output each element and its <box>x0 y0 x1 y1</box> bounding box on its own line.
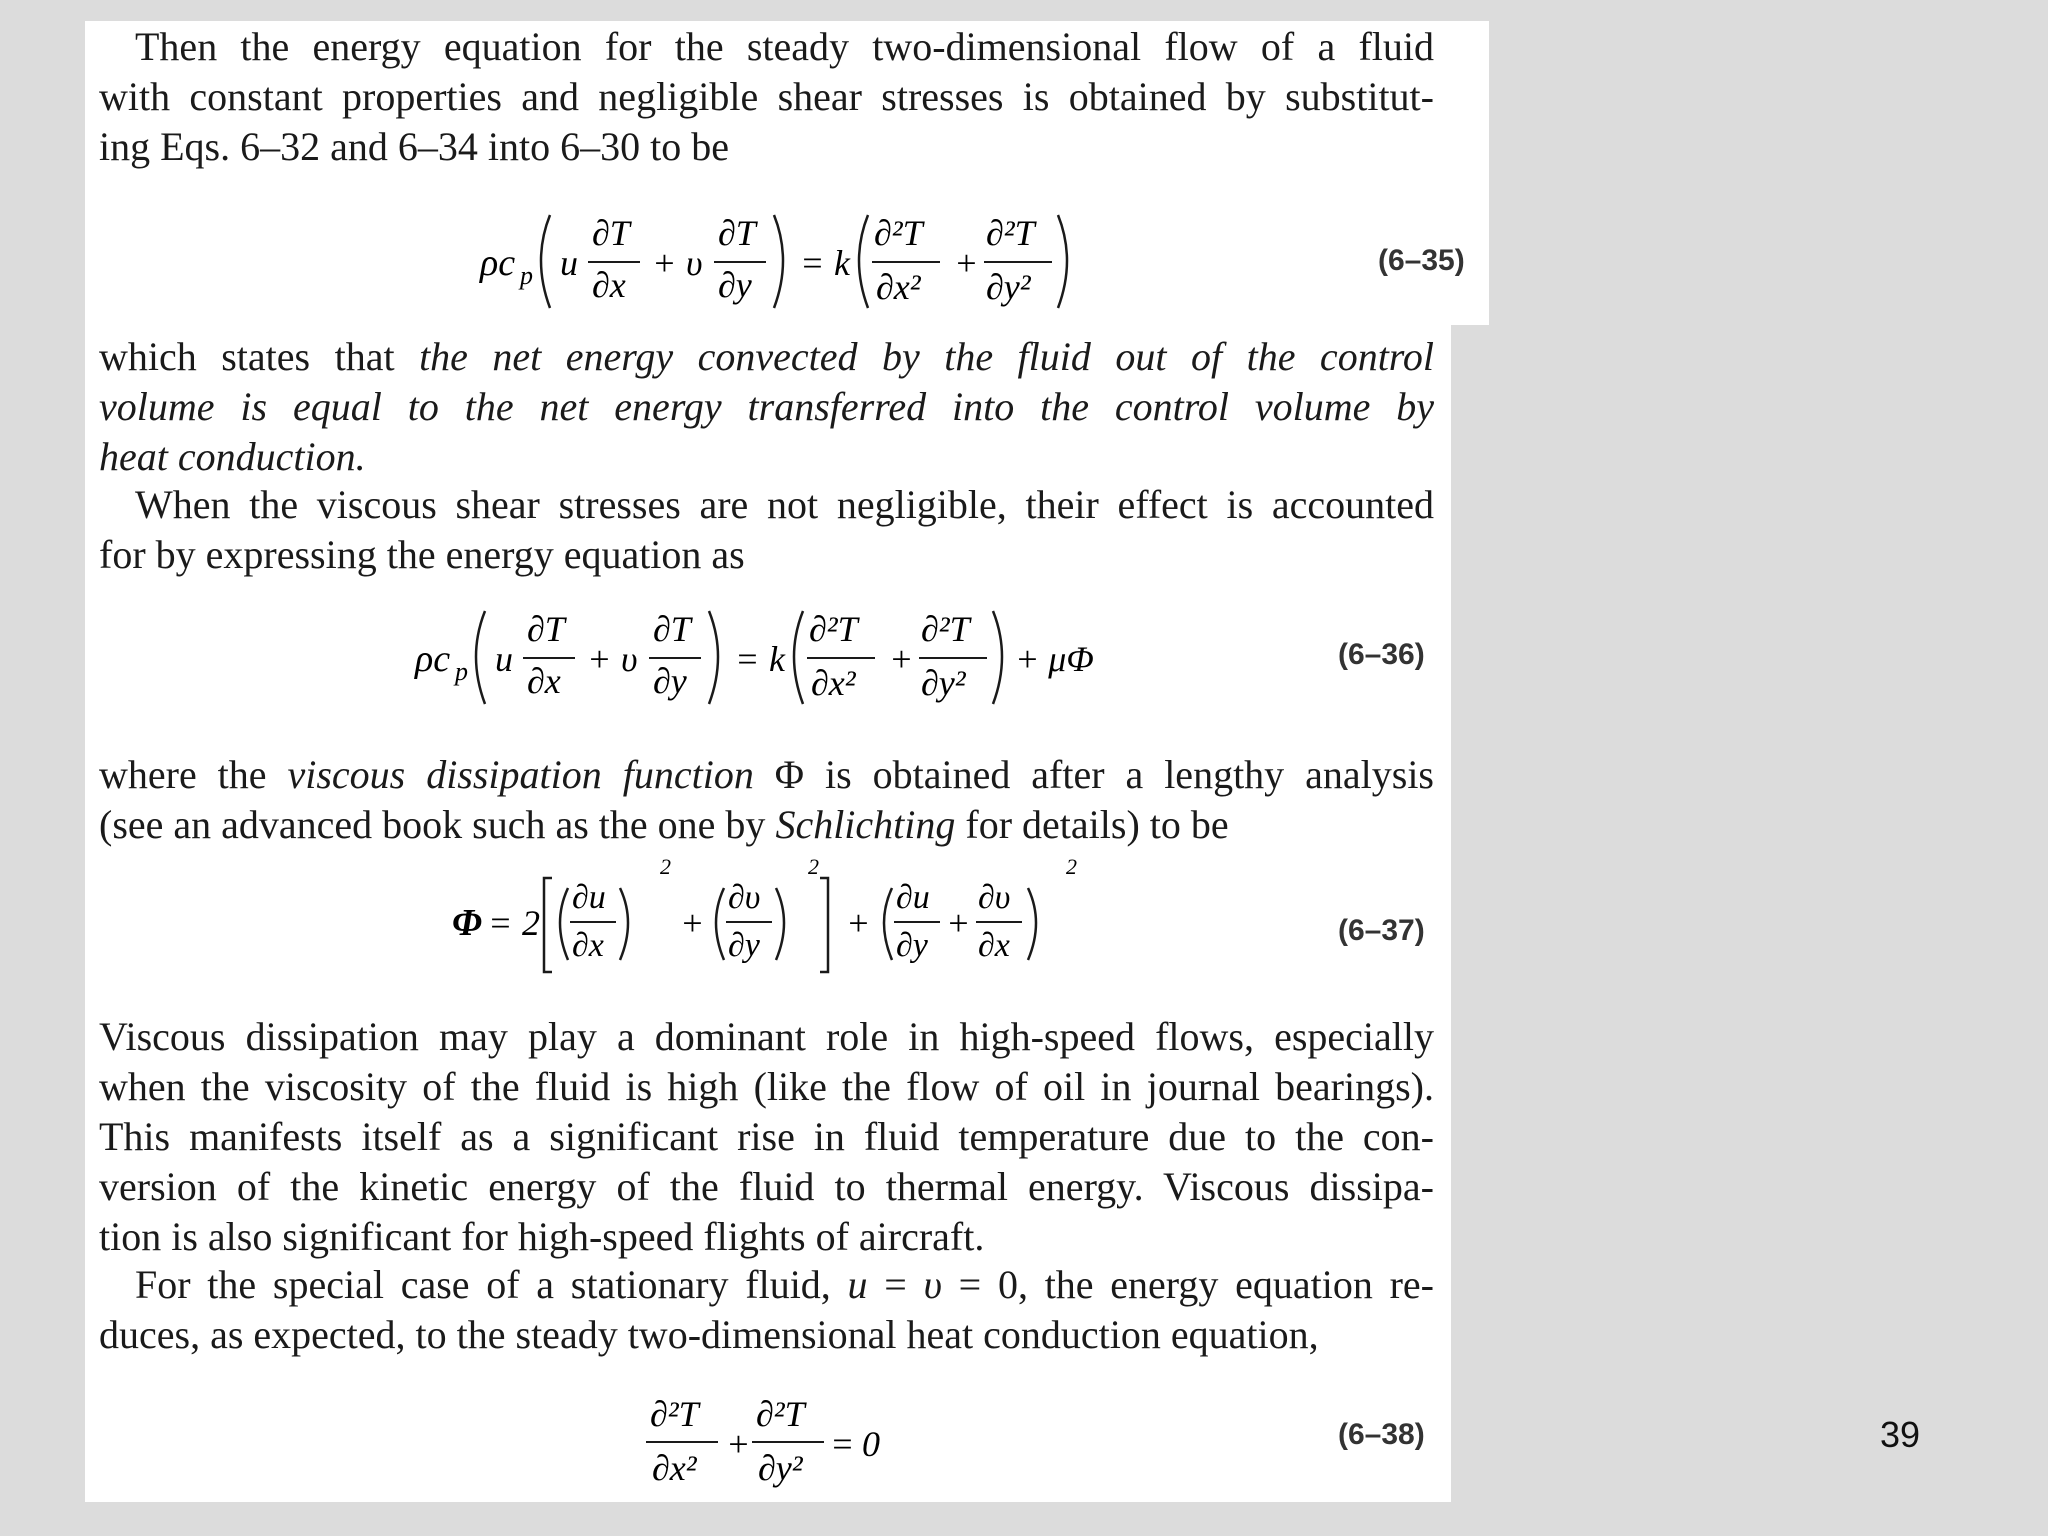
paragraph-stationary-fluid <box>99 1260 1434 1360</box>
equation-6-35 <box>480 200 1100 328</box>
var-v: υ <box>621 639 638 679</box>
plus-sign: + <box>954 243 979 283</box>
equation-6-36 <box>415 596 1135 724</box>
text-span: = 0, the energy equation re- <box>941 1262 1434 1307</box>
text-span: for details) to be <box>955 802 1229 847</box>
text-line: duces, as expected, to the steady two-dimensional heat conduction equation, <box>99 1312 1319 1357</box>
subscript-p: p <box>455 657 468 686</box>
text-span: (see an advanced book such as the one by <box>99 802 776 847</box>
text-line: ing Eqs. 6–32 and 6–34 into 6–30 to be <box>99 124 729 169</box>
frac-den: ∂y <box>653 661 687 701</box>
italic-span: u <box>847 1262 868 1307</box>
frac-num: ∂T <box>527 609 565 649</box>
italic-span: volume is equal to the net energy transferred into the control volume by <box>99 384 1434 429</box>
text-span: = <box>867 1262 924 1307</box>
equation-number: (6–37) <box>1338 914 1425 947</box>
var-k: k <box>769 639 785 679</box>
frac-num: ∂T <box>592 213 630 253</box>
plus-sign: + <box>587 639 612 679</box>
text-line <box>99 1260 1434 1310</box>
text-line <box>99 382 1434 432</box>
frac-num: ∂T <box>718 213 756 253</box>
frac-den: ∂y <box>718 265 752 305</box>
phi-symbol: Φ <box>452 902 482 944</box>
italic-span: heat conduction. <box>99 434 366 479</box>
italic-span: υ <box>923 1262 942 1307</box>
frac-den: ∂y <box>728 927 760 964</box>
rho-cp-symbol: ρc <box>415 638 451 680</box>
frac-num: ∂²T <box>756 1394 805 1434</box>
frac-num: ∂²T <box>809 609 858 649</box>
frac-num: ∂²T <box>650 1394 699 1434</box>
frac-den: ∂y² <box>758 1448 803 1488</box>
plus-sign: + <box>889 639 914 679</box>
text-line: for by expressing the energy equation as <box>99 532 745 577</box>
equation-number: (6–38) <box>1338 1418 1425 1451</box>
text-line: tion is also significant for high-speed flights of aircraft. <box>99 1214 985 1259</box>
equation-6-37 <box>452 854 1092 988</box>
coefficient: 2 <box>522 903 540 943</box>
frac-den: ∂x² <box>811 663 856 703</box>
paragraph-dissipation-function <box>99 750 1434 850</box>
equals-sign: = <box>830 1424 855 1464</box>
plus-sign: + <box>946 903 971 943</box>
frac-den: ∂x² <box>652 1448 697 1488</box>
frac-den: ∂x <box>527 661 561 701</box>
text-span: For the special case of a stationary fluid, <box>135 1262 848 1307</box>
text-line: When the viscous shear stresses are not negligible, their effect is accounted <box>135 482 1434 527</box>
frac-num: ∂υ <box>978 879 1011 916</box>
text-span: where the <box>99 752 288 797</box>
viscous-term: + μΦ <box>1015 639 1094 679</box>
text-span: Φ is obtained after a lengthy analysis <box>753 752 1434 797</box>
italic-span: the net energy convected by the fluid out of the control <box>419 334 1434 379</box>
frac-den: ∂x <box>978 927 1010 964</box>
text-line <box>99 432 1434 482</box>
frac-num: ∂u <box>572 879 606 916</box>
var-u: u <box>495 639 513 679</box>
subscript-p: p <box>520 261 533 290</box>
frac-num: ∂T <box>653 609 691 649</box>
text-line <box>99 800 1434 850</box>
text-line: when the viscosity of the fluid is high (like the flow of oil in journal bearings). <box>99 1064 1434 1109</box>
equals-sign: = <box>800 243 825 283</box>
var-v: υ <box>686 243 703 283</box>
page-number: 39 <box>1880 1414 1921 1455</box>
zero: 0 <box>862 1424 880 1464</box>
frac-den: ∂x <box>592 265 626 305</box>
plus-sign: + <box>652 243 677 283</box>
italic-span: Schlichting <box>775 802 956 847</box>
text-line: Viscous dissipation may play a dominant role in high-speed flows, especially <box>99 1014 1434 1059</box>
frac-num: ∂u <box>896 879 930 916</box>
paragraph-intro <box>99 22 1434 172</box>
equals-sign: = <box>488 903 513 943</box>
equation-number: (6–35) <box>1378 244 1465 277</box>
frac-den: ∂y <box>896 927 928 964</box>
frac-num: ∂²T <box>986 213 1035 253</box>
frac-den: ∂x² <box>876 267 921 307</box>
frac-den: ∂y² <box>921 663 966 703</box>
var-k: k <box>834 243 850 283</box>
exponent: 2 <box>660 854 671 879</box>
italic-span: viscous dissipation function <box>287 752 754 797</box>
plus-sign: + <box>846 903 871 943</box>
paragraph-viscous-stresses <box>99 480 1434 580</box>
text-line <box>99 750 1434 800</box>
plus-sign: + <box>726 1424 751 1464</box>
paragraph-viscous-dissipation <box>99 1012 1434 1262</box>
exponent: 2 <box>808 854 819 879</box>
frac-num: ∂²T <box>921 609 970 649</box>
frac-den: ∂x <box>572 927 604 964</box>
text-line: This manifests itself as a significant rise in fluid temperature due to the con- <box>99 1114 1434 1159</box>
frac-num: ∂²T <box>874 213 923 253</box>
exponent: 2 <box>1066 854 1077 879</box>
rho-cp-symbol: ρc <box>480 242 516 284</box>
equation-6-38 <box>644 1378 904 1506</box>
text-line: Then the energy equation for the steady two-dimensional flow of a fluid <box>135 24 1434 69</box>
var-u: u <box>560 243 578 283</box>
paragraph-net-energy <box>99 332 1434 482</box>
text-line <box>99 332 1434 382</box>
text-span: which states that <box>99 334 420 379</box>
frac-den: ∂y² <box>986 267 1031 307</box>
frac-num: ∂υ <box>728 879 761 916</box>
equation-number: (6–36) <box>1338 638 1425 671</box>
plus-sign: + <box>680 903 705 943</box>
text-line: with constant properties and negligible shear stresses is obtained by substitut- <box>99 74 1434 119</box>
equals-sign: = <box>735 639 760 679</box>
text-line: version of the kinetic energy of the fluid to thermal energy. Viscous dissipa- <box>99 1164 1434 1209</box>
